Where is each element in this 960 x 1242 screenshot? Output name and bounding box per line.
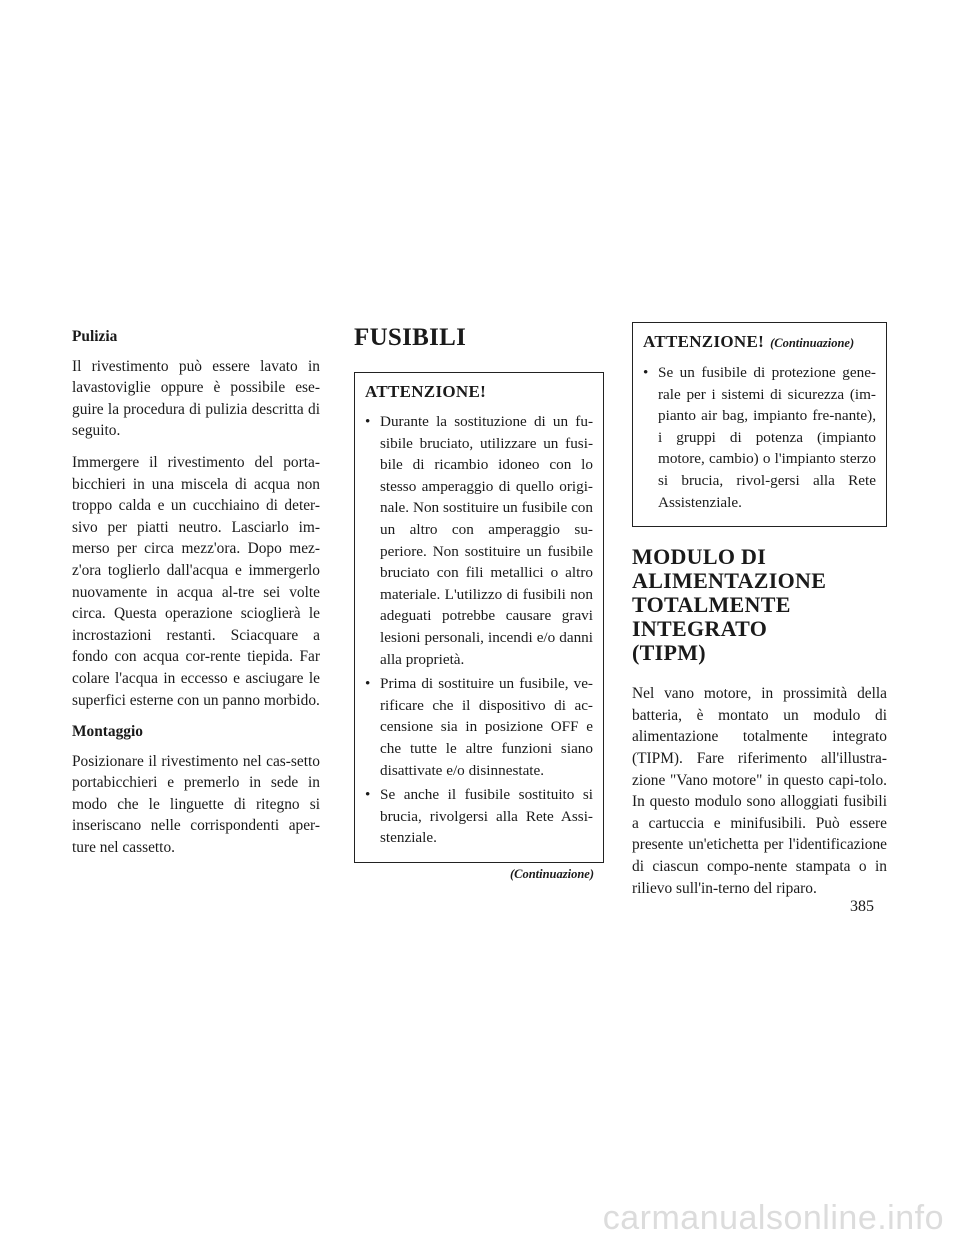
warning-continued-label: (Continuazione) [770,336,855,350]
section-title-fusibili: FUSIBILI [354,324,467,351]
paragraph: Il rivestimento può essere lavato in lavastoviglie oppure è possibile ese-guire la procedura di pulizia descritta di seguito. [72,357,320,440]
watermark: carmanualsonline.info [602,1199,944,1237]
warning-box [354,372,604,863]
warning-title-text: ATTENZIONE! [643,332,765,351]
section-title-line: (TIPM) [632,640,706,666]
heading-pulizia: Pulizia [72,328,118,345]
warning-item: • Durante la sostituzione di un fu-sibile bruciato, utilizzare un fusi-bile di ricambio idoneo con lo stesso amperaggio di quello origi-nale. Non sostituire un fusibile con un altro con amperaggio su-periore. Non sostituire un fusibile bruciato con fili metallici o altro materiale. L'utilizzo di fusibili non adeguati potrebbe causare gravi lesioni personali, incendi e/o danni alla proprietà. [365,411,593,670]
paragraph: Posizionare il rivestimento nel cas-setto portabicchieri e premerlo in sede in modo che le linguette di ritegno si inseriscano nelle corrispondenti aper-ture nel cassetto. [72,752,320,857]
heading-montaggio: Montaggio [72,723,143,741]
right-column [632,322,887,909]
paragraph: Immergere il rivestimento del porta-bicchieri in una miscela di acqua non troppo calda e un cucchiaino di deter-sivo per piatti neutro. Lasciarlo im-merso per circa mezz'ora. Dopo mez-z'ora toglierlo dall'acqua e immergerlo nuovamente in acqua al-tre sei volte circa. Questa operazione scioglierà le incrostazioni restanti. Sciacquare a fondo con acqua cor-rente tiepida. Far colare l'acqua in eccesso e asciugare le superfici esterne con un panno morbido. [72,453,320,709]
middle-column [354,322,604,882]
left-column [72,322,320,869]
section-title-line: TOTALMENTE INTEGRATO [632,592,791,642]
page-number: 385 [850,898,874,915]
warning-title: ATTENZIONE! [365,382,487,401]
warning-item: • Prima di sostituire un fusibile, ve-rificare che il dispositivo di ac-censione sia in posizione OFF e che tutte le altre funzioni siano disattivate e/o disinnestate. [365,673,593,781]
warning-list [365,411,593,849]
warning-title [643,331,876,354]
warning-list [643,362,876,513]
section-title-tipm [632,545,887,665]
warning-item: • Se anche il fusibile sostituito si brucia, rivolgersi alla Rete Assi-stenziale. [365,784,593,849]
section-title-line: MODULO DI [632,544,767,570]
warning-box-continued [632,322,887,527]
warning-item: • Se un fusibile di protezione gene-rale per i sistemi di sicurezza (im-pianto air bag, impianto fre-nante), i gruppi di potenza (impianto motore, cambio) o l'impianto sterzo si brucia, rivol-gersi alla Rete Assistenziale. [643,362,876,513]
paragraph: Nel vano motore, in prossimità della batteria, è montato un modulo di alimentazione totalmente integrato (TIPM). Fare riferimento all'illustra-zione "Vano motore" in questo capi-tolo. In questo modulo sono alloggiati fusibili a cartuccia e minifusibili. Può essere presente un'etichetta per l'identificazione di ciascun compo-nente stampata o in rilievo sull'in-terno del riparo. [632,685,887,897]
continued-label: (Continuazione) [509,866,594,881]
section-title-line: ALIMENTAZIONE [632,568,827,594]
